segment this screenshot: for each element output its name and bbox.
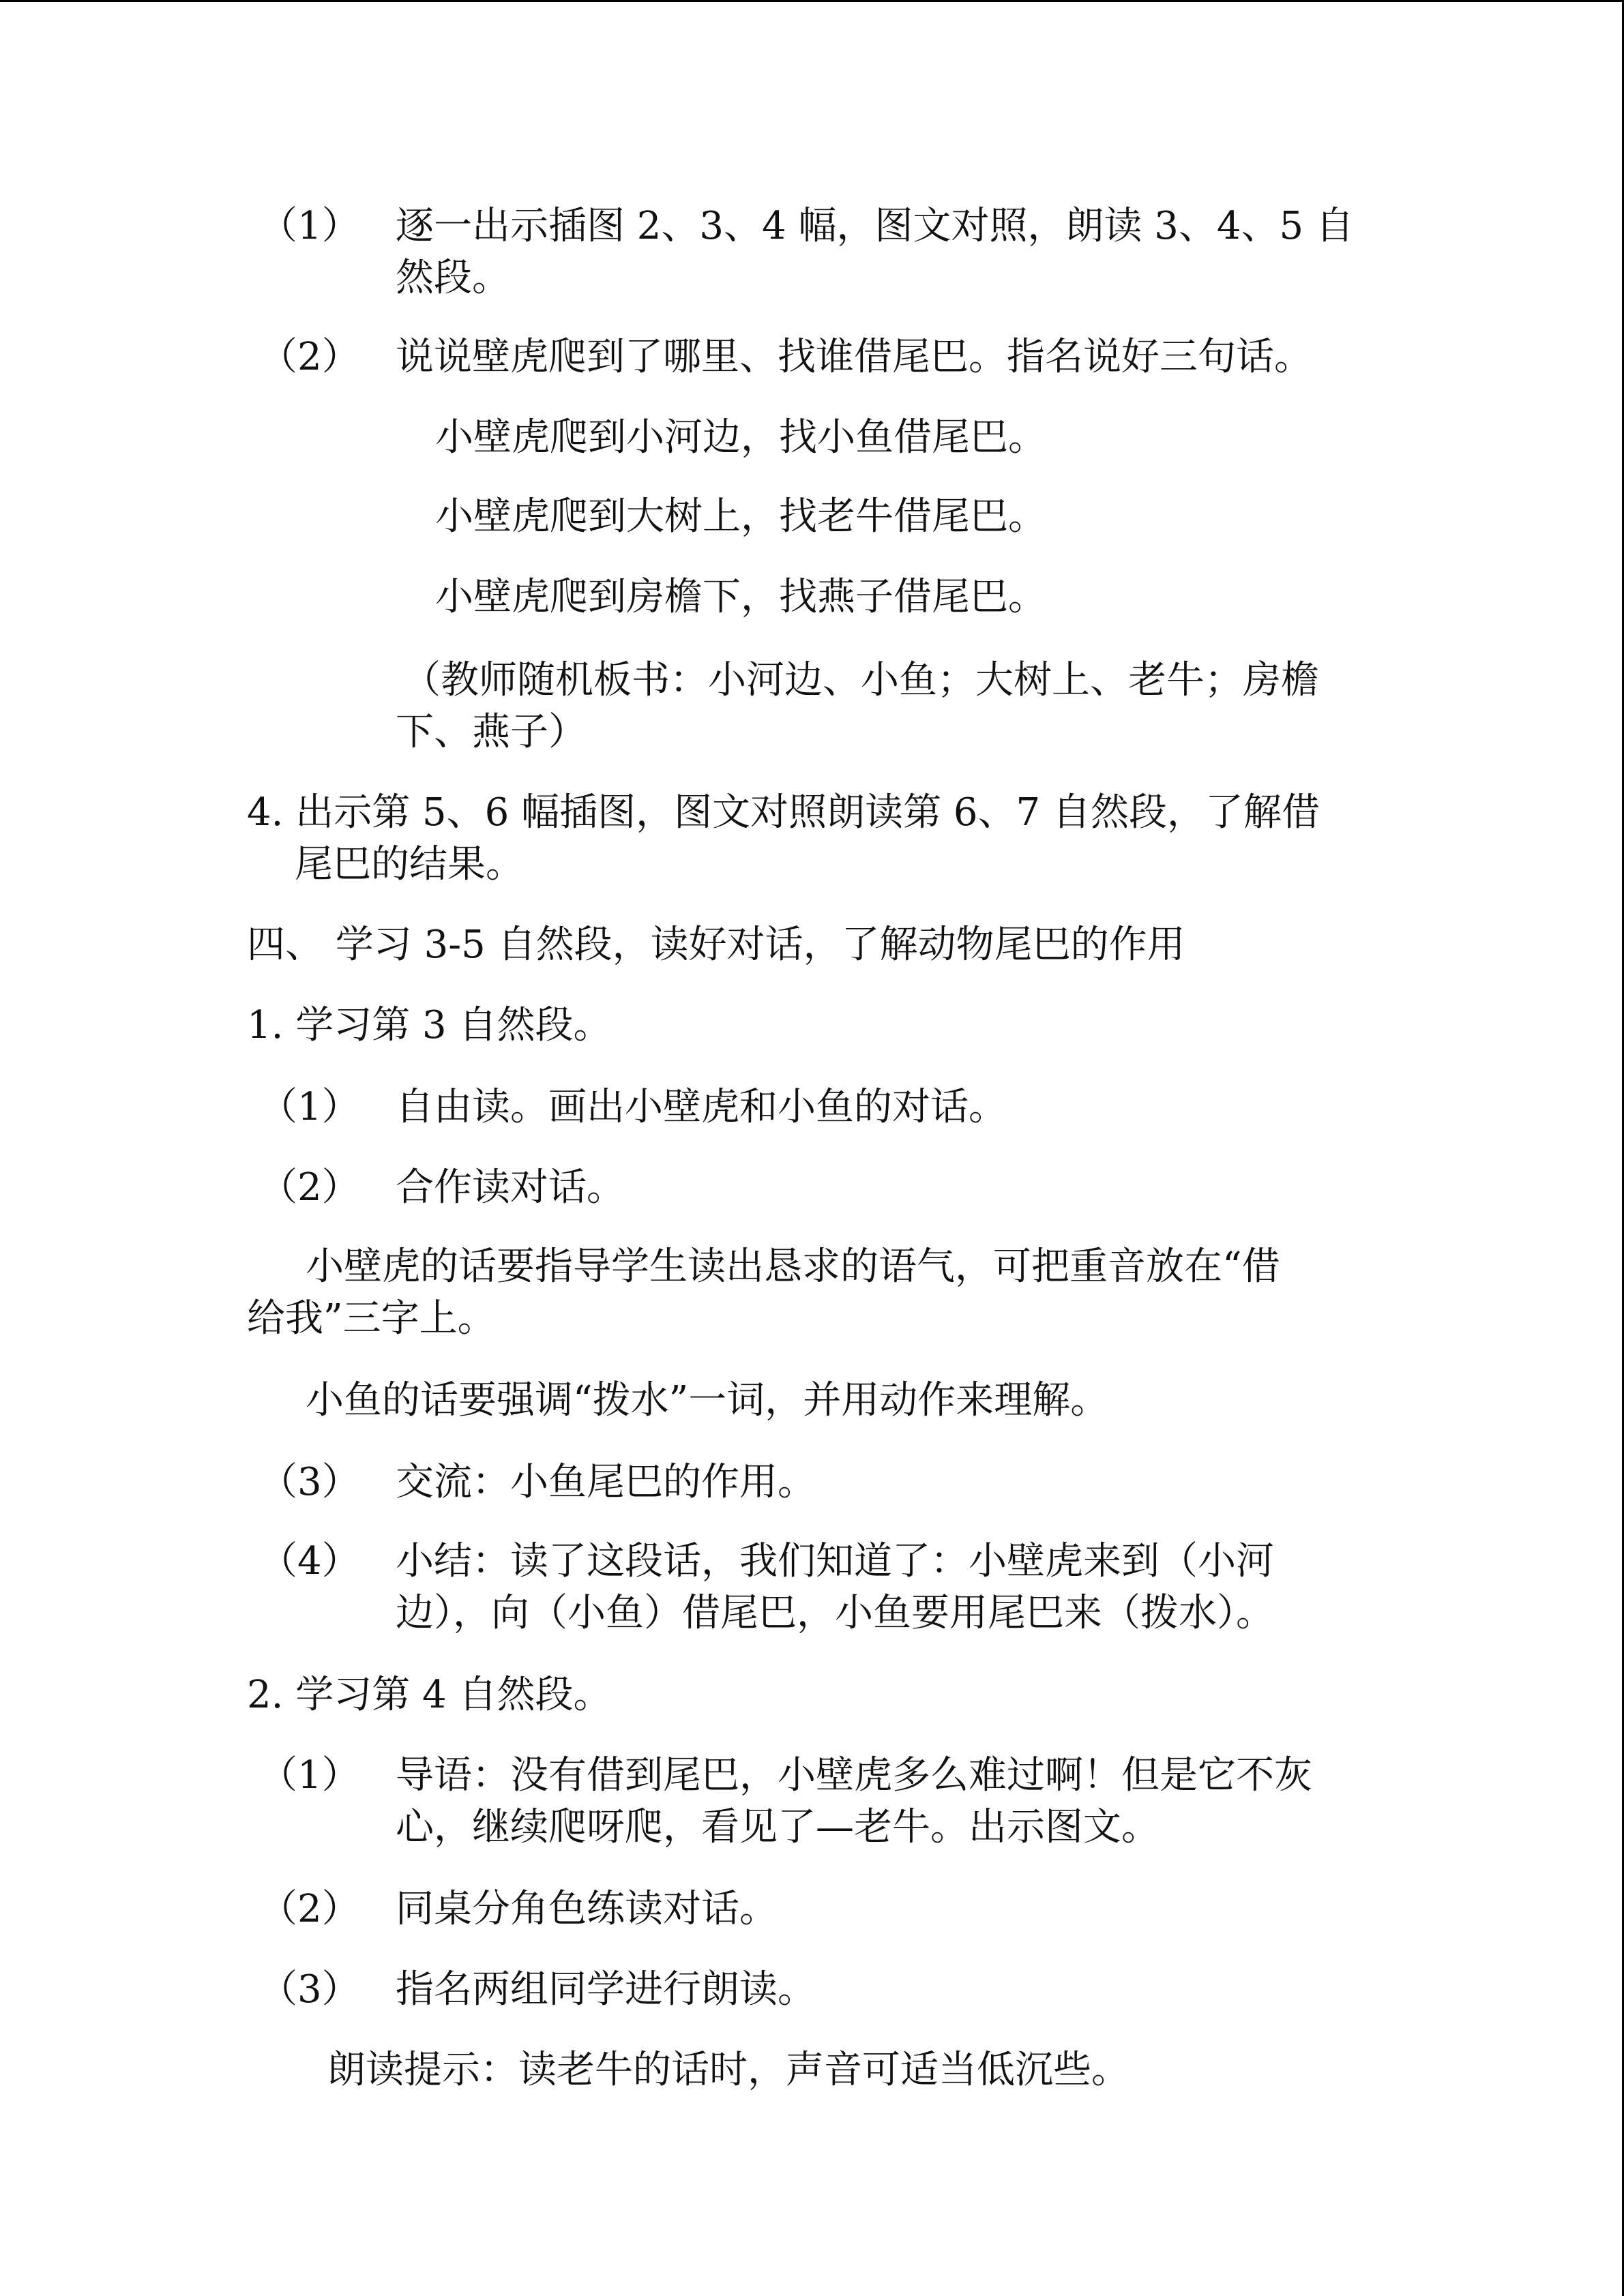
item-text: 导语：没有借到尾巴，小壁虎多么难过啊！但是它不灰 (396, 1753, 1312, 1798)
item-text: 然段。 (396, 256, 510, 300)
guidance-text: 给我”三字上。 (247, 1296, 496, 1341)
guidance-text: 小鱼的话要强调“拨水”一词，并用动作来理解。 (306, 1378, 1109, 1422)
board-note: （教师随机板书：小河边、小鱼；大树上、老牛；房檐 (402, 658, 1319, 702)
reading-tip: 朗读提示：读老牛的话时，声音可适当低沉些。 (327, 2048, 1130, 2092)
item-text: 边），向（小鱼）借尾巴，小鱼要用尾巴来（拨水）。 (396, 1591, 1274, 1635)
item-label: （3） (259, 1460, 360, 1504)
section-heading: 四、 学习 3-5 自然段，读好对话，了解动物尾巴的作用 (247, 923, 1185, 967)
item-label: （1） (259, 204, 360, 248)
item-label: （2） (259, 1165, 360, 1210)
item-text: 指名两组同学进行朗读。 (396, 1967, 816, 2012)
example-sentence: 小壁虎爬到大树上，找老牛借尾巴。 (435, 494, 1046, 539)
example-sentence: 小壁虎爬到小河边，找小鱼借尾巴。 (435, 415, 1046, 460)
item-text: 交流：小鱼尾巴的作用。 (396, 1460, 816, 1504)
item-label: （1） (259, 1753, 360, 1798)
step-text: 4. 出示第 5、6 幅插图，图文对照朗读第 6、7 自然段，了解借 (247, 790, 1320, 835)
step-heading: 1. 学习第 3 自然段。 (247, 1003, 612, 1047)
guidance-text: 小壁虎的话要指导学生读出恳求的语气，可把重音放在“借 (306, 1244, 1280, 1289)
item-text: 合作读对话。 (396, 1165, 625, 1210)
item-label: （4） (259, 1539, 360, 1583)
board-note: 下、燕子） (396, 710, 587, 754)
item-label: （3） (259, 1967, 360, 2012)
item-text: 自由读。画出小壁虎和小鱼的对话。 (396, 1085, 1007, 1129)
item-text: 心，继续爬呀爬，看见了—老牛。出示图文。 (396, 1805, 1160, 1849)
step-heading: 2. 学习第 4 自然段。 (247, 1673, 612, 1717)
item-text: 同桌分角色练读对话。 (396, 1887, 778, 1931)
item-label: （2） (259, 1887, 360, 1931)
example-sentence: 小壁虎爬到房檐下，找燕子借尾巴。 (435, 575, 1046, 619)
item-label: （1） (259, 1085, 360, 1129)
item-text: 逐一出示插图 2、3、4 幅，图文对照，朗读 3、4、5 自 (396, 204, 1354, 248)
step-text: 尾巴的结果。 (295, 842, 524, 886)
item-label: （2） (259, 335, 360, 379)
top-border (0, 0, 1624, 2)
item-text: 小结：读了这段话，我们知道了：小壁虎来到（小河 (396, 1539, 1274, 1583)
item-text: 说说壁虎爬到了哪里、找谁借尾巴。指名说好三句话。 (396, 335, 1312, 379)
